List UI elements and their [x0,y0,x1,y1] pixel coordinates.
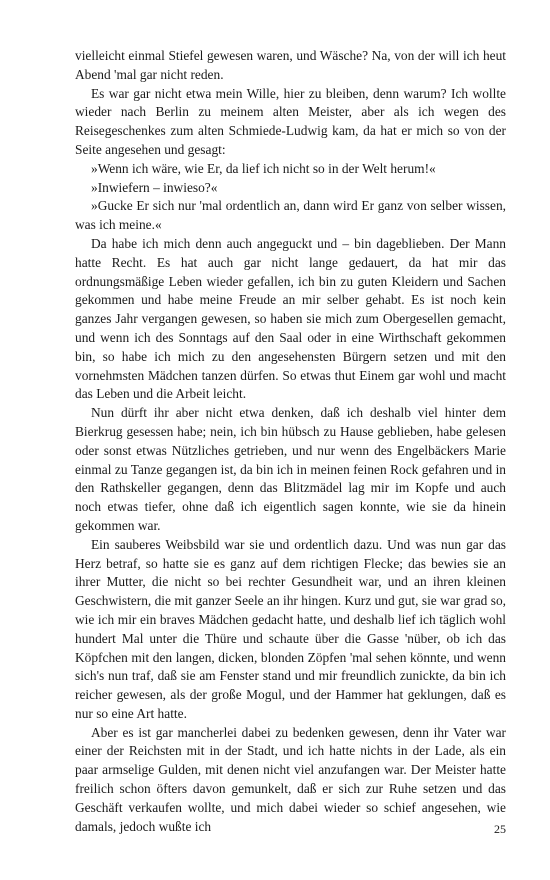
paragraph: »Inwiefern – inwieso?« [91,179,218,195]
paragraph: vielleicht einmal Stiefel gewesen waren, und Wäsche? Na, von der will ich heut Abend 'mal gar nicht reden. [75,48,506,82]
paragraph: Aber es ist gar mancherlei dabei zu bedenken gewesen, denn ihr Vater war einer der Reichsten mit in der Stadt, und ich hatte nichts in der Lade, als ein paar armselige Gulden, mit denen nicht viel anzufangen war. Der Meister hatte freilich schon öfters davon gemunkelt, daß er sich zur Ruhe setzen und das Geschäft verkaufen wollte, und mich dabei wieder so schief angesehen, wie damals, jedoch wußte ich [75,724,506,834]
paragraph: »Wenn ich wäre, wie Er, da lief ich nicht so in der Welt herum!« [91,160,436,176]
paragraph: »Gucke Er sich nur 'mal ordentlich an, dann wird Er ganz von selber wissen, was ich meine.« [75,198,506,233]
paragraph: Da habe ich mich denn auch angeguckt und – bin dageblieben. Der Mann hatte Recht. Es hat auch gar nicht lange gedauert, da hat mir das ordnungsmäßige Leben wieder gefallen, ich bin zu guten Kleidern und Sachen gekommen und habe meine Freude an mir selber gehabt. Es ist noch kein ganzes Jahr vergangen gewesen, so haben sie mich zum Obergesellen gemacht, und wenn ich des Sonntags auf den Saal oder in eine Wirthschaft gekommen bin, so habe ich mich zu den angesehensten Bürgern setzen und mit den vornehmsten Mädchen tanzen dürfen. So etwas thut Einem gar wohl und macht das Leben und die Arbeit leicht. [75,235,506,402]
paragraph: Ein sauberes Weibsbild war sie und ordentlich dazu. Und was nun gar das Herz betraf, so hatte sie es ganz auf dem richtigen Flecke; das bewies sie an ihrer Mutter, die nicht so bei rechter Gesundheit war, und an ihren kleinen Geschwistern, die mit ganzer Seele an ihr hingen. Kurz und gut, sie war grad so, wie ich mir ein braves Mädchen gedacht hatte, und deshalb lief ich täglich wohl hundert Mal unter die Thüre und schaute über die Gasse 'nüber, ob ich das Köpfchen mit den langen, dicken, blonden Zöpfen 'mal sehen könnte, und wenn sich's nun traf, daß sie am Fenster stand und mir freundlich zunickte, da bin ich reicher gewesen, als der große Mogul, und der Hammer hat geklungen, daß es nur so eine Art hatte. [75,536,506,721]
paragraph: Nun dürft ihr aber nicht etwa denken, daß ich deshalb viel hinter dem Bierkrug gesessen habe; nein, ich bin hübsch zu Hause geblieben, habe gelesen oder sonst etwas Nützliches getrieben, und nur wenn des Engelbäckers Marie einmal zu Tanze gegangen ist, da bin ich in meinen feinen Rock gefahren und in den Rathskeller gegangen, denn das Blitzmädel lag mir im Kopfe und auch noch etwas tiefer, ohne daß ich eigentlich sagen konnte, wie sie da hinein gekommen war. [75,405,506,533]
paragraph: Es war gar nicht etwa mein Wille, hier zu bleiben, denn warum? Ich wollte wieder nach Berlin zu meinem alten Meister, aber als ich wegen des Reisegeschenkes zum alten Schmiede-Ludwig kam, da hat er mich so von der Seite angesehen und gesagt: [75,85,506,157]
page-number: 25 [494,822,506,836]
body-text [75,47,506,836]
